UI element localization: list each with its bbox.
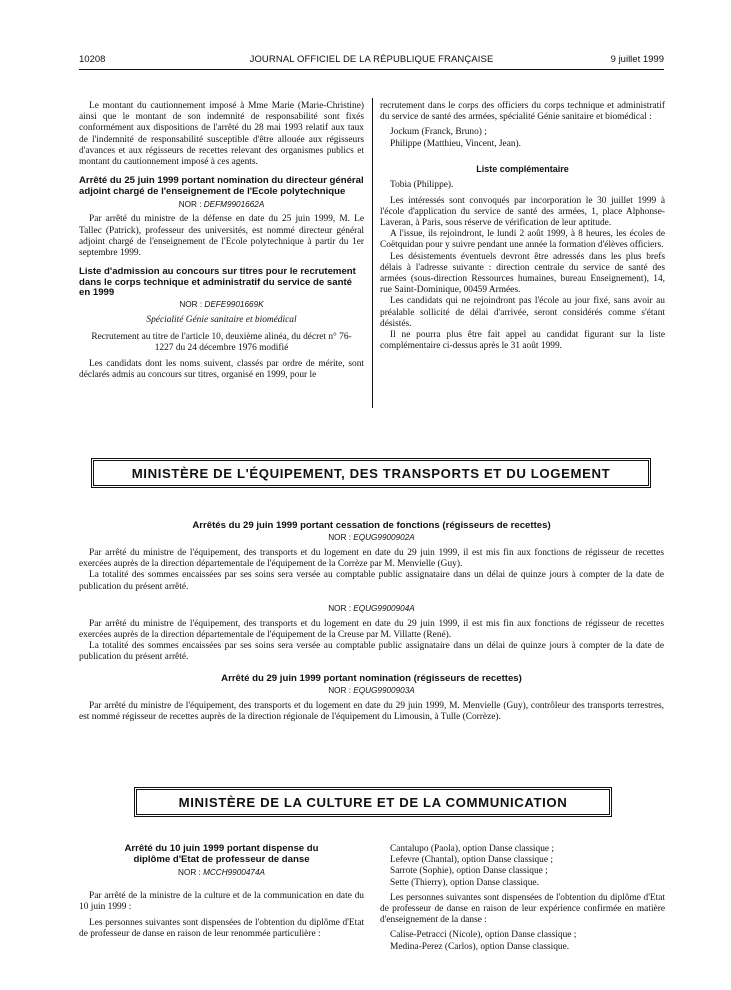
liste-complementaire-paragraph: Il ne pourra plus être fait appel au candidat figurant sur la liste complémentaire ci-dessus après le 31 août 1999.	[380, 330, 665, 352]
cessation-creuse-sommes: La totalité des sommes encaissées par ses soins sera versée au comptable public assignataire dans un délai de quinze jours à compter de la date de publication du présent arrêté.	[79, 641, 664, 663]
dispense-name-3: Sarrote (Sophie), option Danse classique ;	[390, 866, 548, 877]
cessation-title: Arrêtés du 29 juin 1999 portant cessation de fonctions (régisseurs de recettes)	[192, 520, 551, 531]
recrutement-heading: Recrutement au titre de l'article 10, deuxième alinéa, du décret n° 76-1227 du 24 décembre 1976 modifié	[91, 332, 352, 354]
dispense-name-1: Cantalupo (Paola), option Danse classique ;	[390, 844, 555, 854]
coetquidan-paragraph: A l'issue, ils rejoindront, le lundi 2 août 1999, à 8 heures, les écoles de Coëtquidan pour y suivre pendant une année la formation d'élèves officiers.	[380, 229, 665, 251]
cessation-nor-2: NOR : EQUG9900904A	[328, 603, 415, 613]
candidats-continuation: recrutement dans le corps des officiers du corps technique et administratif du service de santé des armées, spécialité Génie sanitaire et biomédical :	[380, 101, 665, 123]
convocation-paragraph: Les intéressés sont convoqués par incorporation le 30 juillet 1999 à l'école d'application du service de santé des armées, 1, place Alphonse-Laveran, à Paris, sous réserve de vérification de leur aptitude.	[380, 195, 665, 229]
dispense-experience-paragraph: Les personnes suivantes sont dispensées de l'obtention du diplôme d'Etat de professeur de danse en raison de leur expérience confirmée en matière d'enseignement de la danse :	[380, 892, 665, 926]
ministry-culture-title: MINISTÈRE DE LA CULTURE ET DE LA COMMUNICATION	[136, 789, 610, 815]
page-number: 10208	[79, 54, 106, 65]
issue-date: 9 juillet 1999	[610, 54, 664, 65]
ministry-equipement-banner	[91, 458, 651, 488]
desistements-paragraph: Les désistements éventuels devront être adressés dans les plus brefs délais à l'adresse suivante : direction centrale du service de santé des armées (sous-direction Ressources humaines, bureau Enseignement), 14, rue Saint-Dominique, 00459 Armées.	[380, 251, 665, 296]
candidats-absents-paragraph: Les candidats qui ne rejoindront pas l'école au jour fixé, sans avoir au préalable sollicité de délai d'arrivée, seront considérés comme s'étant désistés.	[380, 296, 665, 329]
arrete-polytechnique-body: Par arrêté du ministre de la défense en date du 25 juin 1999, M. Le Tallec (Patrick), professeur des universités, est nommé directeur général adjoint chargé de l'enseignement de l'Ecole polytechnique à partir du 1er septembre 1999.	[79, 214, 364, 259]
column-divider	[372, 98, 373, 408]
dispense-renommee-paragraph: Les personnes suivantes sont dispensées de l'obtention du diplôme d'Etat de professeur de danse en raison de leur renommée particulière :	[79, 917, 364, 939]
liste-admission-title: Liste d'admission au concours sur titres pour le recrutement dans le corps technique et administratif du service de santé en 1999	[79, 266, 356, 299]
dispense-arrete-paragraph: Par arrêté de la ministre de la culture et de la communication en date du 10 juin 1999 :	[79, 891, 364, 913]
header-rule	[79, 69, 664, 70]
liste-admission-nor: NOR : DEFE9901669K	[179, 300, 264, 309]
cessation-correze-body: Par arrêté du ministre de l'équipement, des transports et du logement en date du 29 juin 1999, il est mis fin aux fonctions de régisseur de recettes exercées auprès de la direction départementale de l'équipement de la Corrèze par M. Menvielle (Guy).	[79, 548, 664, 570]
ministry-equipement-title: MINISTÈRE DE L'ÉQUIPEMENT, DES TRANSPORTS ET DU LOGEMENT	[93, 460, 649, 486]
dispense-name-4: Sette (Thierry), option Danse classique.	[390, 877, 539, 888]
dispense-nor: NOR : MCCH9900474A	[178, 868, 265, 878]
arrete-polytechnique-nor: NOR : DEFM9901662A	[178, 200, 265, 210]
nomination-title: Arrêté du 29 juin 1999 portant nomination (régisseurs de recettes)	[221, 672, 522, 684]
ministry-culture-banner	[134, 787, 612, 817]
nomination-body: Par arrêté du ministre de l'équipement, des transports et du logement en date du 29 juin 1999, M. Menvielle (Guy), contrôleur des transports terrestres, est nommé régisseur de recettes auprès de la direction régionale de l'équipement du Limousin, à Tulle (Corrèze).	[79, 700, 664, 722]
dispense-name-2: Lefevre (Chantal), option Danse classique ;	[390, 855, 553, 866]
cessation-nor-1: NOR : EQUG9900902A	[328, 533, 415, 542]
running-header	[79, 54, 664, 68]
arrete-polytechnique-title: Arrêté du 25 juin 1999 portant nomination du directeur général adjoint chargé de l'enseignement de l'Ecole polytechnique	[79, 175, 364, 197]
equipement-section	[79, 520, 664, 723]
laureat-2: Philippe (Matthieu, Vincent, Jean).	[390, 138, 522, 149]
nomination-nor: NOR : EQUG9900903A	[328, 685, 415, 695]
candidats-paragraph: Les candidats dont les noms suivent, classés par ordre de mérite, sont déclarés admis au concours sur titres, organisé en 1999, pour le	[79, 358, 364, 380]
journal-title: JOURNAL OFFICIEL DE LA RÉPUBLIQUE FRANÇAISE	[249, 54, 494, 65]
right-column-top	[380, 101, 665, 352]
dispense-name-6: Medina-Perez (Carlos), option Danse classique.	[390, 941, 570, 952]
specialite-heading: Spécialité Génie sanitaire et biomédical	[146, 315, 297, 325]
cessation-correze-sommes: La totalité des sommes encaissées par ses soins sera versée au comptable public assignataire dans un délai de quinze jours à compter de la date de publication du présent arrêté.	[79, 570, 664, 592]
laureat-1: Jockum (Franck, Bruno) ;	[390, 127, 487, 138]
cessation-creuse-body: Par arrêté du ministre de l'équipement, des transports et du logement en date du 29 juin 1999, il est mis fin aux fonctions de régisseur de recettes exercées auprès de la direction départementale de l'équipement de la Creuse par M. Villatte (René).	[79, 618, 664, 641]
dispense-title: Arrêté du 10 juin 1999 portant dispense du diplôme d'Etat de professeur de danse	[124, 843, 319, 865]
left-column-top	[79, 101, 364, 381]
dispense-name-5: Calise-Petracci (Nicole), option Danse classique ;	[390, 930, 577, 941]
cautionnement-paragraph: Le montant du cautionnement imposé à Mme Marie (Marie-Christine) ainsi que le montant de son indemnité de responsabilité sont fixés conformément aux dispositions de l'arrêté du 28 mai 1993 relatif aux taux de l'indemnité de responsabilité susceptible d'être allouée aux régisseurs d'avances et aux régisseurs de recettes relevant des organismes publics et montant du cautionnement imposé à ces agents.	[79, 101, 364, 168]
culture-left-column	[79, 844, 364, 940]
culture-right-column	[380, 844, 665, 953]
liste-complementaire-heading: Liste complémentaire	[476, 163, 569, 174]
laureat-complementaire: Tobia (Philippe).	[390, 180, 454, 191]
